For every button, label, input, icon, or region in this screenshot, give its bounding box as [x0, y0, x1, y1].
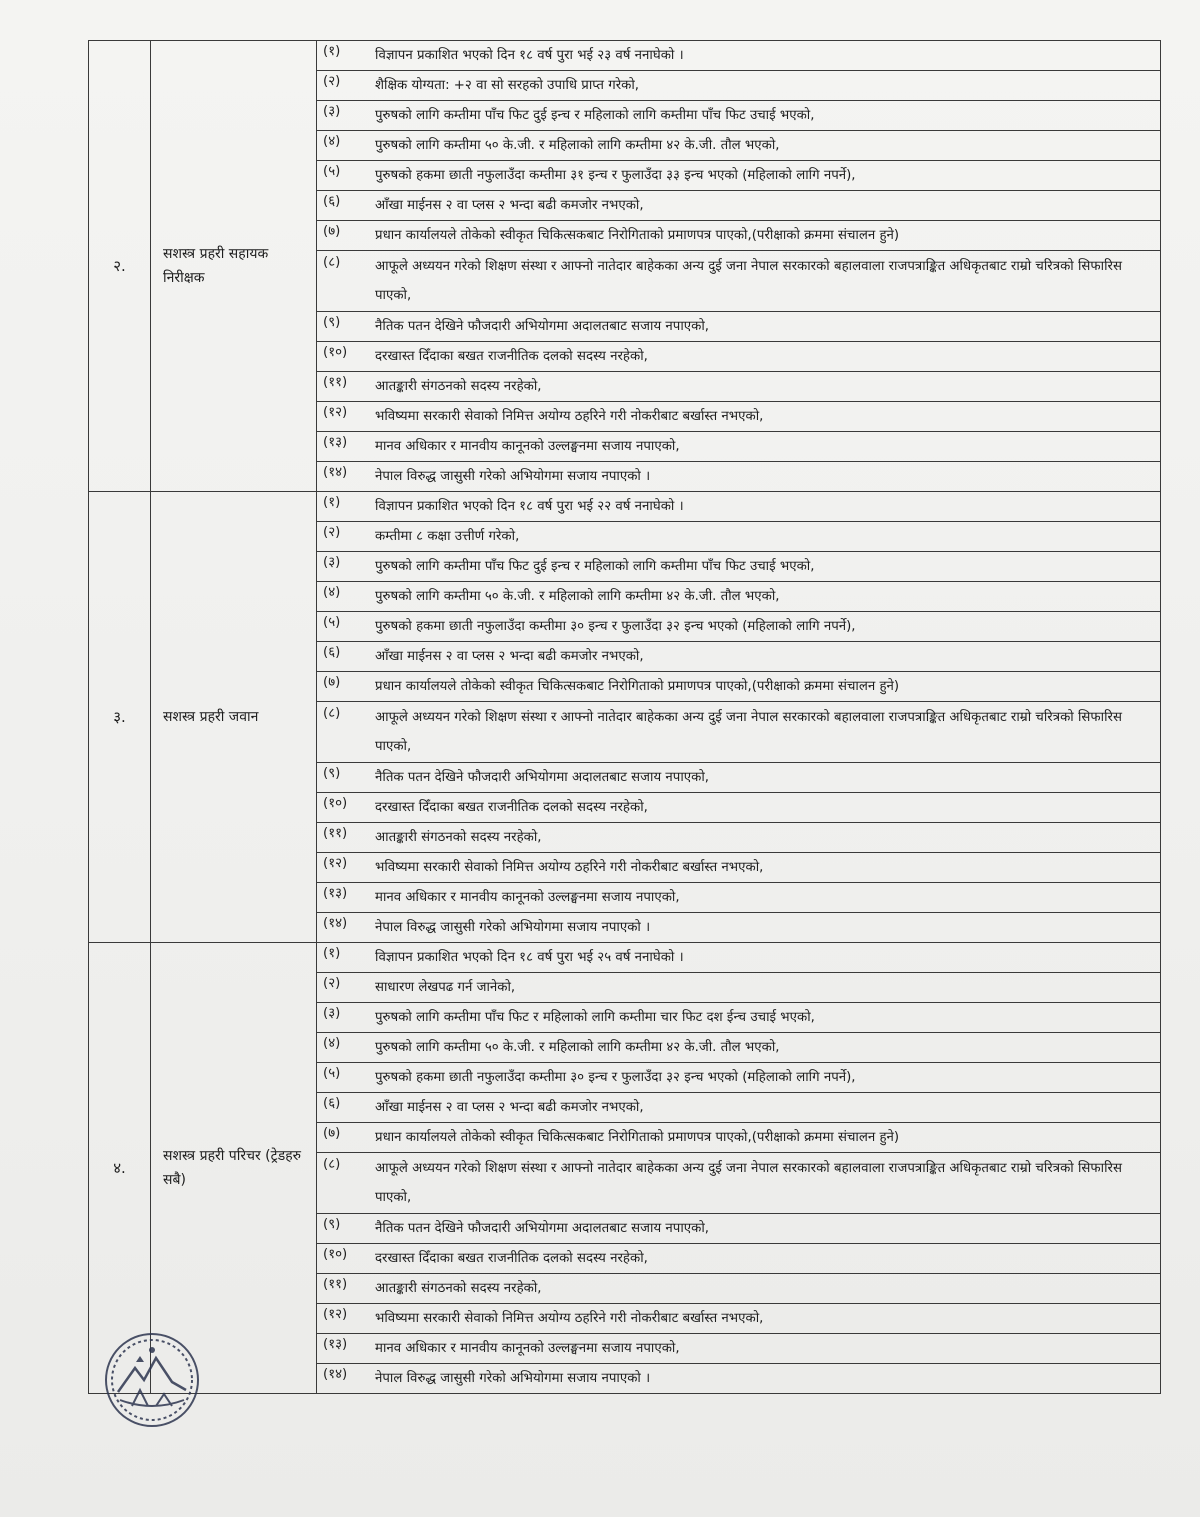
requirement-number: (८)	[323, 1157, 341, 1172]
requirement-number: (१)	[323, 495, 341, 510]
post-title: सशस्त्र प्रहरी जवान	[151, 492, 317, 943]
requirement-item	[317, 462, 1160, 491]
requirement-text: पुरुषको हकमा छाती नफुलाउँदा कम्तीमा ३१ इन्च र फुलाउँदा ३३ इन्च भएको (महिलाको लागि नपर्ने),	[375, 168, 856, 183]
requirement-cell	[317, 1033, 1161, 1063]
requirement-number: (१०)	[323, 345, 348, 360]
requirement-item	[317, 823, 1160, 852]
requirement-number: (६)	[323, 645, 341, 660]
requirement-item	[317, 221, 1160, 250]
requirement-text: आफूले अध्ययन गरेको शिक्षण संस्था र आफ्नो नातेदार बाहेकका अन्य दुई जना नेपाल सरकारको बहालवाला राजपत्राङ्कित अधिकृतबाट राम्रो चरित्रको सिफारिस पाएको,	[375, 259, 1122, 303]
requirement-cell	[317, 823, 1161, 853]
requirement-number: (४)	[323, 1036, 341, 1051]
requirement-cell	[317, 1153, 1161, 1214]
requirement-cell	[317, 1304, 1161, 1334]
requirement-item	[317, 101, 1160, 130]
requirement-cell	[317, 1003, 1161, 1033]
requirement-item	[317, 1003, 1160, 1032]
requirement-item	[317, 913, 1160, 942]
requirement-cell	[317, 552, 1161, 582]
requirement-item	[317, 41, 1160, 70]
requirement-number: (२)	[323, 525, 341, 540]
requirement-item	[317, 161, 1160, 190]
requirement-text: नैतिक पतन देखिने फौजदारी अभियोगमा अदालतबाट सजाय नपाएको,	[375, 1221, 710, 1236]
requirement-number: (३)	[323, 1006, 341, 1021]
requirement-text: साधारण लेखपढ गर्न जानेको,	[375, 980, 516, 995]
requirement-text: विज्ञापन प्रकाशित भएको दिन १८ वर्ष पुरा भई २२ वर्ष ननाघेको ।	[375, 499, 684, 514]
requirement-text: आँखा माईनस २ वा प्लस २ भन्दा बढी कमजोर नभएको,	[375, 198, 644, 213]
requirement-cell	[317, 913, 1161, 943]
requirement-text: पुरुषको लागि कम्तीमा पाँच फिट र महिलाको लागि कम्तीमा चार फिट दश ईन्च उचाई भएको,	[375, 1010, 815, 1025]
requirement-number: (१४)	[323, 465, 348, 480]
requirement-text: दरखास्त दिँदाका बखत राजनीतिक दलको सदस्य नरहेको,	[375, 800, 648, 815]
requirement-item	[317, 252, 1160, 310]
requirement-item	[317, 312, 1160, 341]
requirement-number: (६)	[323, 1096, 341, 1111]
requirement-item	[317, 763, 1160, 792]
requirement-cell	[317, 191, 1161, 221]
requirement-item	[317, 552, 1160, 581]
requirement-number: (१२)	[323, 405, 348, 420]
requirement-number: (१२)	[323, 1307, 348, 1322]
requirement-text: पुरुषको लागि कम्तीमा पाँच फिट दुई इन्च र महिलाको लागि कम्तीमा पाँच फिट उचाई भएको,	[375, 108, 815, 123]
requirement-text: कम्तीमा ८ कक्षा उत्तीर्ण गरेको,	[375, 529, 520, 544]
requirement-cell	[317, 372, 1161, 402]
requirement-cell	[317, 312, 1161, 342]
requirement-item	[317, 1154, 1160, 1212]
requirement-item	[317, 793, 1160, 822]
requirement-number: (१)	[323, 44, 341, 59]
requirement-item	[317, 642, 1160, 671]
eligibility-table	[88, 40, 1161, 1394]
requirement-cell	[317, 763, 1161, 793]
requirement-cell	[317, 41, 1161, 71]
requirement-cell	[317, 612, 1161, 642]
requirement-cell	[317, 973, 1161, 1003]
requirement-number: (३)	[323, 555, 341, 570]
requirement-text: पुरुषको लागि कम्तीमा ५० के.जी. र महिलाको लागि कम्तीमा ४२ के.जी. तौल भएको,	[375, 138, 780, 153]
requirement-number: (७)	[323, 675, 341, 690]
requirement-item	[317, 853, 1160, 882]
requirement-number: (१४)	[323, 916, 348, 931]
requirement-cell	[317, 1274, 1161, 1304]
requirement-number: (४)	[323, 134, 341, 149]
requirement-item	[317, 1214, 1160, 1243]
requirement-item	[317, 71, 1160, 100]
requirement-cell	[317, 883, 1161, 913]
requirement-item	[317, 1334, 1160, 1363]
requirement-item	[317, 191, 1160, 220]
requirement-text: आँखा माईनस २ वा प्लस २ भन्दा बढी कमजोर नभएको,	[375, 1100, 644, 1115]
requirement-number: (८)	[323, 706, 341, 721]
requirement-number: (२)	[323, 74, 341, 89]
requirement-cell	[317, 1214, 1161, 1244]
table-row	[89, 943, 1161, 973]
requirement-text: मानव अधिकार र मानवीय कानूनको उल्लङ्घनमा सजाय नपाएको,	[375, 890, 680, 905]
requirement-text: नेपाल विरुद्ध जासुसी गरेको अभियोगमा सजाय नपाएको ।	[375, 920, 651, 935]
requirement-cell	[317, 432, 1161, 462]
requirement-number: (९)	[323, 766, 341, 781]
requirement-number: (५)	[323, 164, 341, 179]
requirement-text: नेपाल विरुद्ध जासुसी गरेको अभियोगमा सजाय नपाएको ।	[375, 469, 651, 484]
requirement-text: शैक्षिक योग्यता: +२ वा सो सरहको उपाधि प्राप्त गरेको,	[375, 78, 640, 93]
requirement-cell	[317, 1334, 1161, 1364]
requirement-cell	[317, 1123, 1161, 1153]
requirement-text: आँखा माईनस २ वा प्लस २ भन्दा बढी कमजोर नभएको,	[375, 649, 644, 664]
requirement-item	[317, 1304, 1160, 1333]
requirement-cell	[317, 793, 1161, 823]
requirement-cell	[317, 853, 1161, 883]
requirement-text: प्रधान कार्यालयले तोकेको स्वीकृत चिकित्सकबाट निरोगिताको प्रमाणपत्र पाएको,(परीक्षाको क्रममा संचालन हुने)	[375, 1130, 900, 1145]
requirement-text: पुरुषको लागि कम्तीमा ५० के.जी. र महिलाको लागि कम्तीमा ४२ के.जी. तौल भएको,	[375, 1040, 780, 1055]
requirement-text: मानव अधिकार र मानवीय कानूनको उल्लङ्घनमा सजाय नपाएको,	[375, 439, 680, 454]
requirement-number: (१३)	[323, 435, 348, 450]
section-number: २.	[89, 41, 151, 492]
requirement-item	[317, 1093, 1160, 1122]
requirement-item	[317, 492, 1160, 521]
requirement-text: विज्ञापन प्रकाशित भएको दिन १८ वर्ष पुरा भई २३ वर्ष ननाघेको ।	[375, 48, 684, 63]
requirement-item	[317, 612, 1160, 641]
requirement-number: (११)	[323, 826, 348, 841]
requirement-number: (९)	[323, 315, 341, 330]
requirement-cell	[317, 161, 1161, 191]
requirement-item	[317, 1274, 1160, 1303]
section-number: ४.	[89, 943, 151, 1394]
requirement-number: (५)	[323, 1066, 341, 1081]
requirement-number: (७)	[323, 224, 341, 239]
requirement-text: पुरुषको हकमा छाती नफुलाउँदा कम्तीमा ३० इन्च र फुलाउँदा ३२ इन्च भएको (महिलाको लागि नपर्ने),	[375, 619, 856, 634]
requirement-number: (१३)	[323, 1337, 348, 1352]
requirement-cell	[317, 492, 1161, 522]
requirement-item	[317, 703, 1160, 761]
requirement-text: नेपाल विरुद्ध जासुसी गरेको अभियोगमा सजाय नपाएको ।	[375, 1371, 651, 1386]
requirement-text: नैतिक पतन देखिने फौजदारी अभियोगमा अदालतबाट सजाय नपाएको,	[375, 770, 710, 785]
requirement-cell	[317, 943, 1161, 973]
requirement-number: (१०)	[323, 1247, 348, 1262]
requirement-cell	[317, 71, 1161, 101]
requirement-text: आफूले अध्ययन गरेको शिक्षण संस्था र आफ्नो नातेदार बाहेकका अन्य दुई जना नेपाल सरकारको बहालवाला राजपत्राङ्कित अधिकृतबाट राम्रो चरित्रको सिफारिस पाएको,	[375, 1161, 1122, 1205]
requirement-text: दरखास्त दिँदाका बखत राजनीतिक दलको सदस्य नरहेको,	[375, 1251, 648, 1266]
requirement-number: (५)	[323, 615, 341, 630]
requirement-item	[317, 372, 1160, 401]
requirement-item	[317, 342, 1160, 371]
requirement-text: पुरुषको लागि कम्तीमा ५० के.जी. र महिलाको लागि कम्तीमा ४२ के.जी. तौल भएको,	[375, 589, 780, 604]
requirement-number: (१)	[323, 946, 341, 961]
requirement-number: (१३)	[323, 886, 348, 901]
post-title: सशस्त्र प्रहरी सहायक निरीक्षक	[151, 41, 317, 492]
requirement-number: (७)	[323, 1126, 341, 1141]
requirement-cell	[317, 522, 1161, 552]
requirement-text: पुरुषको हकमा छाती नफुलाउँदा कम्तीमा ३० इन्च र फुलाउँदा ३२ इन्च भएको (महिलाको लागि नपर्ने),	[375, 1070, 856, 1085]
requirement-item	[317, 883, 1160, 912]
requirement-number: (१२)	[323, 856, 348, 871]
requirement-number: (४)	[323, 585, 341, 600]
post-title: सशस्त्र प्रहरी परिचर (ट्रेडहरु सबै)	[151, 943, 317, 1394]
requirement-number: (११)	[323, 375, 348, 390]
requirement-item	[317, 1364, 1160, 1393]
requirement-cell	[317, 221, 1161, 251]
requirement-item	[317, 522, 1160, 551]
requirement-cell	[317, 672, 1161, 702]
requirement-number: (८)	[323, 255, 341, 270]
requirement-item	[317, 1123, 1160, 1152]
requirement-item	[317, 943, 1160, 972]
requirement-text: विज्ञापन प्रकाशित भएको दिन १८ वर्ष पुरा भई २५ वर्ष ननाघेको ।	[375, 950, 684, 965]
table-row	[89, 41, 1161, 71]
requirement-cell	[317, 1093, 1161, 1123]
requirement-item	[317, 432, 1160, 461]
requirement-item	[317, 131, 1160, 160]
requirement-number: (१०)	[323, 796, 348, 811]
requirement-cell	[317, 402, 1161, 432]
requirement-number: (३)	[323, 104, 341, 119]
table-row	[89, 492, 1161, 522]
office-seal-icon	[40, 1320, 240, 1517]
requirement-cell	[317, 462, 1161, 492]
requirement-text: भविष्यमा सरकारी सेवाको निमित्त अयोग्य ठहरिने गरी नोकरीबाट बर्खास्त नभएको,	[375, 409, 764, 424]
requirement-cell	[317, 582, 1161, 612]
requirement-item	[317, 973, 1160, 1002]
requirement-cell	[317, 251, 1161, 312]
requirement-cell	[317, 1244, 1161, 1274]
requirement-item	[317, 582, 1160, 611]
requirement-text: आतङ्कारी संगठनको सदस्य नरहेको,	[375, 379, 542, 394]
requirement-cell	[317, 1364, 1161, 1394]
requirement-text: मानव अधिकार र मानवीय कानूनको उल्लङ्घनमा सजाय नपाएको,	[375, 1341, 680, 1356]
requirement-text: भविष्यमा सरकारी सेवाको निमित्त अयोग्य ठहरिने गरी नोकरीबाट बर्खास्त नभएको,	[375, 1311, 764, 1326]
requirement-cell	[317, 642, 1161, 672]
requirement-text: नैतिक पतन देखिने फौजदारी अभियोगमा अदालतबाट सजाय नपाएको,	[375, 319, 710, 334]
requirement-item	[317, 1244, 1160, 1273]
requirement-text: आतङ्कारी संगठनको सदस्य नरहेको,	[375, 830, 542, 845]
requirement-item	[317, 1033, 1160, 1062]
requirement-item	[317, 402, 1160, 431]
requirement-text: प्रधान कार्यालयले तोकेको स्वीकृत चिकित्सकबाट निरोगिताको प्रमाणपत्र पाएको,(परीक्षाको क्रममा संचालन हुने)	[375, 679, 900, 694]
requirement-cell	[317, 101, 1161, 131]
requirement-text: पुरुषको लागि कम्तीमा पाँच फिट दुई इन्च र महिलाको लागि कम्तीमा पाँच फिट उचाई भएको,	[375, 559, 815, 574]
requirement-item	[317, 1063, 1160, 1092]
requirement-number: (६)	[323, 194, 341, 209]
requirement-number: (१४)	[323, 1367, 348, 1382]
table-body	[89, 41, 1161, 1394]
requirement-cell	[317, 1063, 1161, 1093]
section-number: ३.	[89, 492, 151, 943]
requirement-item	[317, 672, 1160, 701]
requirement-number: (२)	[323, 976, 341, 991]
requirement-cell	[317, 131, 1161, 161]
requirement-text: प्रधान कार्यालयले तोकेको स्वीकृत चिकित्सकबाट निरोगिताको प्रमाणपत्र पाएको,(परीक्षाको क्रममा संचालन हुने)	[375, 228, 900, 243]
requirement-cell	[317, 342, 1161, 372]
requirement-cell	[317, 702, 1161, 763]
requirement-text: दरखास्त दिँदाका बखत राजनीतिक दलको सदस्य नरहेको,	[375, 349, 648, 364]
requirement-text: आफूले अध्ययन गरेको शिक्षण संस्था र आफ्नो नातेदार बाहेकका अन्य दुई जना नेपाल सरकारको बहालवाला राजपत्राङ्कित अधिकृतबाट राम्रो चरित्रको सिफारिस पाएको,	[375, 710, 1122, 754]
requirement-number: (११)	[323, 1277, 348, 1292]
requirement-number: (९)	[323, 1217, 341, 1232]
requirement-text: भविष्यमा सरकारी सेवाको निमित्त अयोग्य ठहरिने गरी नोकरीबाट बर्खास्त नभएको,	[375, 860, 764, 875]
requirement-text: आतङ्कारी संगठनको सदस्य नरहेको,	[375, 1281, 542, 1296]
